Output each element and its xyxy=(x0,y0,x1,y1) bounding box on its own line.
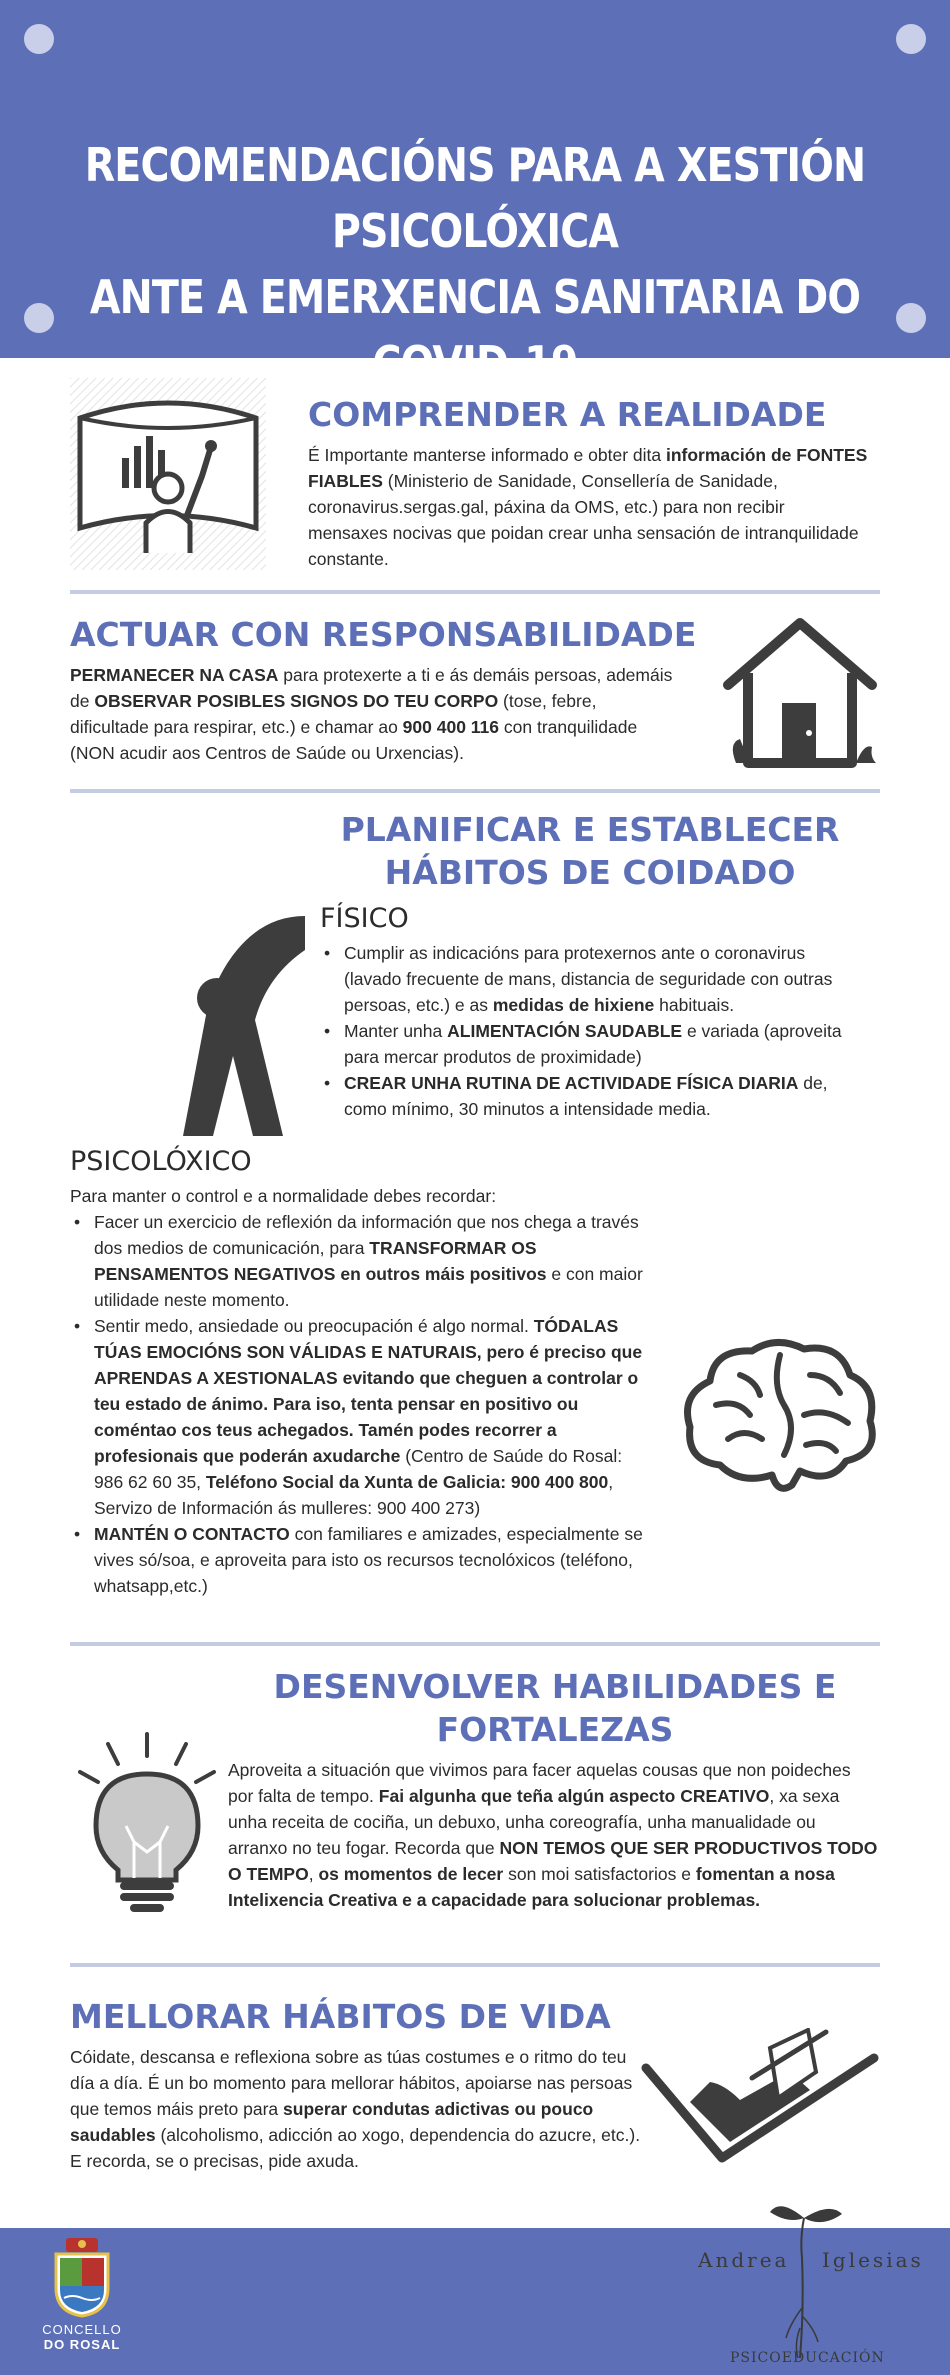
text-span: con tranquilidade (NON acudir aos Centros de Saúde ou Urxencias). xyxy=(70,717,638,763)
bold-span: PERMANECER NA CASA xyxy=(70,665,279,685)
text-span: Cóidate, descansa e reflexiona sobre as túas costumes e o ritmo do teu día a día. É un bo momento para mellorar hábitos, apoiarse nas persoas que temos máis preto para xyxy=(70,2047,633,2119)
divider xyxy=(70,590,880,594)
bold-span: ALIMENTACIÓN SAUDABLE xyxy=(447,1021,683,1041)
psicoloxico-list xyxy=(70,1209,650,1599)
text-span: , xa sexa unha receita de cociña, un debuxo, unha coreografía, unha manualidade ou arranxo no teu fogar. Recorda que xyxy=(228,1786,840,1858)
text-span: Sentir medo, ansiedade ou preocupación é algo normal. xyxy=(94,1316,534,1336)
text-span: Manter unha xyxy=(344,1021,448,1041)
desenvolver-text xyxy=(228,1757,878,1913)
lightbulb-icon xyxy=(72,1730,222,1915)
text-span: para protexerte a ti e ás demáis persoas, ademáis de xyxy=(70,665,673,711)
bold-span: CREAR UNHA RUTINA DE ACTIVIDADE FÍSICA DIARIA xyxy=(344,1073,799,1093)
bold-span: NON TEMOS QUE SER PRODUCTIVOS TODO O TEMPO xyxy=(228,1838,878,1884)
bold-span: MANTÉN O CONTACTO xyxy=(94,1524,290,1544)
title-line: HÁBITOS DE COIDADO xyxy=(384,853,796,892)
title-line: DESENVOLVER HABILIDADES E xyxy=(273,1667,837,1706)
list-item xyxy=(320,1018,845,1070)
text-span: con familiares e amizades, especialmente se vives só/soa, e aproveita para isto os recursos tecnolóxicos (teléfono, whatsapp,etc.) xyxy=(94,1524,643,1596)
text-span: habituais. xyxy=(654,995,735,1015)
section-title-planificar xyxy=(300,808,880,894)
decorative-dot xyxy=(24,24,54,54)
person-reading-icon xyxy=(640,2028,880,2168)
section-title-actuar: ACTUAR CON RESPONSABILIDADE xyxy=(70,615,697,654)
brand-subtitle: PSICOEDUCACIÓN xyxy=(730,2350,885,2366)
title-line: FORTALEZAS xyxy=(436,1710,674,1749)
bold-span: Fai algunha que teña algún aspecto CREATIVO xyxy=(378,1786,770,1806)
decorative-dot xyxy=(896,24,926,54)
bold-span: TÓDALAS TÚAS EMOCIÓNS SON VÁLIDAS E NATURAIS, pero é preciso que APRENDAS A XESTIONALAS evitando que cheguen a controlar o teu estado de ánimo. Para iso, tenta pensar en positivo ou coméntao cos teus achegados. Tamén podes recorrer a profesionais que poderán axudarche xyxy=(94,1316,643,1466)
bold-span: fomentan a nosa Intelixencia Creativa e a capacidade para solucionar problemas. xyxy=(228,1864,835,1910)
bold-span: medidas de hixiene xyxy=(492,995,655,1015)
decorative-dot xyxy=(896,303,926,333)
bold-span: TRANSFORMAR OS PENSAMENTOS NEGATIVOS en outros máis positivos xyxy=(94,1238,547,1284)
text-span: , Servizo de Información ás mulleres: 900 400 273) xyxy=(94,1472,614,1518)
text-span: Cumplir as indicacións para protexernos ante o coronavirus (lavado frecuente de mans, distancia de seguridade con outras persoas, etc.) e as xyxy=(344,943,833,1015)
concello-line2: DO ROSAL xyxy=(43,2337,121,2352)
header-banner xyxy=(0,0,950,390)
decorative-dot xyxy=(24,303,54,333)
text-span: (Ministerio de Sanidade, Consellería de Sanidade, coronavirus.sergas.gal, páxina da OMS, etc.) para non recibir mensaxes nocivas que poidan crear unha sensación de intranquilidade constante. xyxy=(308,471,859,569)
page-title-line1: RECOMENDACIÓNS PARA A XESTIÓN PSICOLÓXICA xyxy=(84,138,866,258)
brand-first-name: Andrea xyxy=(698,2248,790,2272)
page-title xyxy=(67,132,884,396)
text-span: (alcoholismo, adicción ao xogo, dependencia do azucre, etc.). E recorda, se o precisas, pide axuda. xyxy=(70,2125,641,2171)
bold-span: información de FONTES FIABLES xyxy=(308,445,868,491)
brand-last-name: Iglesias xyxy=(822,2248,924,2272)
house-icon xyxy=(720,615,880,770)
mellorar-text xyxy=(70,2044,650,2174)
text-span: (Centro de Saúde do Rosal: 986 62 60 35, xyxy=(94,1446,623,1492)
section-title-desenvolver xyxy=(255,1665,855,1751)
section-title-comprender: COMPRENDER A REALIDADE xyxy=(308,395,827,434)
list-item xyxy=(70,1313,650,1521)
page-title-line2: ANTE A EMERXENCIA SANITARIA DO COVID-19 xyxy=(89,270,861,390)
section-title-mellorar: MELLORAR HÁBITOS DE VIDA xyxy=(70,1997,611,2036)
concello-label xyxy=(22,2322,142,2352)
text-span: Facer un exercicio de reflexión da información que nos chega a través dos medios de comunicación, para xyxy=(94,1212,639,1258)
text-span: , xyxy=(308,1864,319,1884)
comprender-text xyxy=(308,442,868,572)
divider xyxy=(70,1963,880,1967)
text-span: É Importante manterse informado e obter dita xyxy=(308,445,666,465)
sprout-icon xyxy=(760,2198,850,2368)
text-span: (tose, febre, dificultade para respirar, etc.) e chamar ao xyxy=(70,691,597,737)
bold-span: 900 400 116 xyxy=(402,717,500,737)
stretching-person-icon xyxy=(155,910,305,1140)
footer xyxy=(0,2228,950,2375)
brain-icon xyxy=(680,1335,880,1495)
bold-span: os momentos de lecer xyxy=(318,1864,504,1884)
concello-line1: CONCELLO xyxy=(42,2322,122,2337)
divider xyxy=(70,789,880,793)
list-item xyxy=(320,940,845,1018)
text-span: e con maior utilidade neste momento. xyxy=(94,1264,643,1310)
list-item xyxy=(70,1209,650,1313)
psicoloxico-intro: Para manter o control e a normalidade debes recordar: xyxy=(70,1186,497,1206)
bold-span: OBSERVAR POSIBLES SIGNOS DO TEU CORPO xyxy=(94,691,499,711)
text-span: e variada (aproveita para mercar produtos de proximidade) xyxy=(344,1021,842,1067)
divider xyxy=(70,1642,880,1646)
psicoloxico-title: PSICOLÓXICO xyxy=(70,1146,252,1177)
coat-of-arms-icon xyxy=(52,2238,112,2318)
bold-span: Teléfono Social da Xunta de Galicia: 900 400 800 xyxy=(205,1472,609,1492)
information-screen-icon xyxy=(70,378,266,570)
text-span: Aproveita a situación que vivimos para facer aquelas cousas que non poideches por falta de tempo. xyxy=(228,1760,851,1806)
list-item xyxy=(70,1521,650,1599)
fisico-list xyxy=(320,940,845,1122)
text-span: de, como mínimo, 30 minutos a intensidade media. xyxy=(344,1073,828,1119)
text-span: son moi satisfactorios e xyxy=(503,1864,696,1884)
title-line: PLANIFICAR E ESTABLECER xyxy=(340,810,840,849)
fisico-title: FÍSICO xyxy=(320,903,409,934)
actuar-text xyxy=(70,662,680,766)
list-item xyxy=(320,1070,845,1122)
bold-span: superar condutas adictivas ou pouco saudables xyxy=(70,2099,594,2145)
